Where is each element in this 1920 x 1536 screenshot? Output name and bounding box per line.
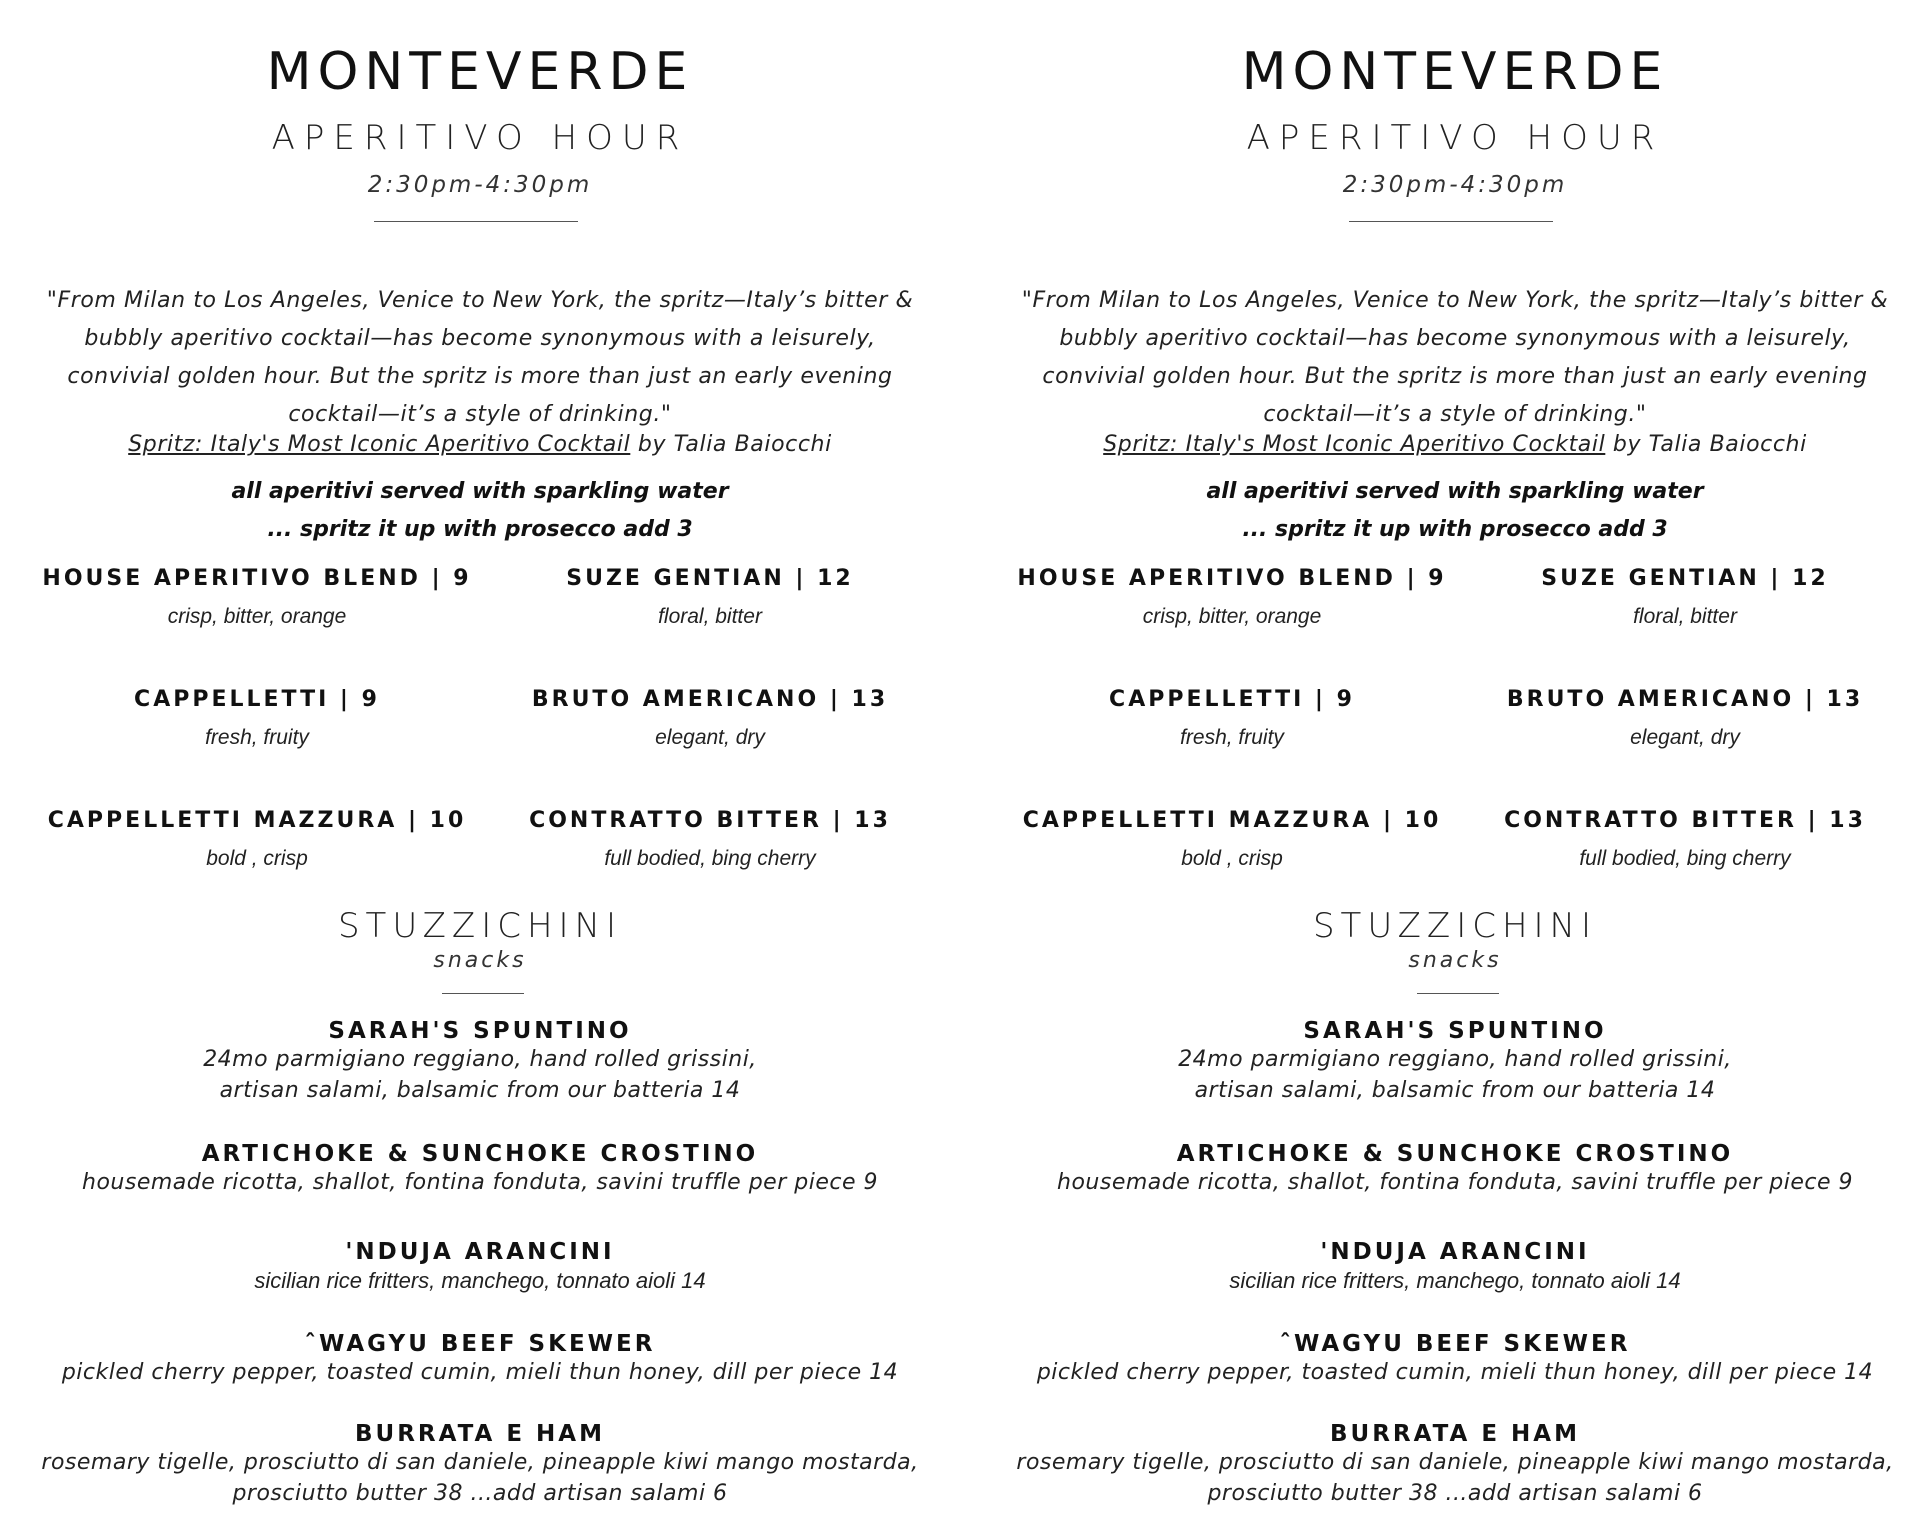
snack-name: BURRATA E HAM <box>1329 1421 1580 1447</box>
snack-description: artisan salami, balsamic from our batteria 14 <box>1194 1078 1716 1103</box>
section-title: STUZZICHINI <box>337 906 623 946</box>
service-note: all aperitivi served with sparkling water <box>231 479 729 504</box>
drink-item <box>37 566 477 629</box>
book-author: by Talia Baiocchi <box>637 432 832 457</box>
divider <box>442 993 524 994</box>
brand-title: MONTEVERDE <box>1241 42 1669 102</box>
snack-description: artisan salami, balsamic from our batteria 14 <box>219 1078 741 1103</box>
drink-description: crisp, bitter, orange <box>167 605 347 628</box>
drink-item <box>1012 808 1452 871</box>
snack-name: ARTICHOKE & SUNCHOKE CROSTINO <box>201 1141 759 1167</box>
snack-description: pickled cherry pepper, toasted cumin, mieli thun honey, dill per piece 14 <box>1036 1360 1874 1385</box>
book-title: Spritz: Italy's Most Iconic Aperitivo Cocktail <box>128 432 631 457</box>
snack-name: SARAH'S SPUNTINO <box>1303 1018 1607 1044</box>
drink-item <box>490 808 930 871</box>
drink-name: CAPPELLETTI | 9 <box>134 687 380 712</box>
service-note: all aperitivi served with sparkling water <box>1206 479 1704 504</box>
quote-text: "From Milan to Los Angeles, Venice to New York, the spritz—Italy’s bitter & bubbly aperitivo cocktail—has become synonymous with a leisurely, convivial golden hour. But the spritz is more than just an early evening cocktail—it’s a style of drinking." <box>46 288 914 427</box>
snack-description: prosciutto butter 38 ...add artisan salami 6 <box>1207 1481 1703 1506</box>
drink-description: full bodied, bing cherry <box>1579 847 1791 870</box>
drink-name: BRUTO AMERICANO | 13 <box>531 687 889 712</box>
drink-description: elegant, dry <box>655 726 765 749</box>
drink-item <box>1012 566 1452 629</box>
snack-item <box>20 1018 940 1106</box>
divider <box>1349 221 1553 222</box>
snack-description: rosemary tigelle, prosciutto di san daniele, pineapple kiwi mango mostarda, <box>1016 1450 1894 1475</box>
snack-item <box>995 1331 1915 1388</box>
snack-item <box>20 1421 940 1509</box>
menu-subtitle: APERITIVO HOUR <box>271 118 689 158</box>
snack-item <box>995 1239 1915 1296</box>
spritz-note: ... spritz it up with prosecco add 3 <box>267 517 693 542</box>
drink-name: SUZE GENTIAN | 12 <box>1541 566 1829 591</box>
quote-text: "From Milan to Los Angeles, Venice to New York, the spritz—Italy’s bitter & bubbly aperitivo cocktail—has become synonymous with a leisurely, convivial golden hour. But the spritz is more than just an early evening cocktail—it’s a style of drinking." <box>1021 288 1889 427</box>
quote-citation <box>40 432 920 457</box>
snack-name: 'NDUJA ARANCINI <box>1320 1239 1590 1265</box>
snack-item <box>20 1239 940 1296</box>
drink-name: CAPPELLETTI | 9 <box>1109 687 1355 712</box>
drink-name: SUZE GENTIAN | 12 <box>566 566 854 591</box>
menu-panel-right <box>975 0 1920 1536</box>
snack-item <box>20 1141 940 1198</box>
drink-description: bold , crisp <box>206 847 308 870</box>
drink-item <box>37 687 477 750</box>
drink-description: floral, bitter <box>658 605 762 628</box>
drink-description: fresh, fruity <box>1180 726 1284 749</box>
quote-citation <box>1015 432 1895 457</box>
drink-item <box>490 566 930 629</box>
book-title: Spritz: Italy's Most Iconic Aperitivo Cocktail <box>1103 432 1606 457</box>
snack-name: BURRATA E HAM <box>354 1421 605 1447</box>
drink-name: CAPPELLETTI MAZZURA | 10 <box>1022 808 1442 833</box>
drink-item <box>1465 566 1905 629</box>
divider <box>374 221 578 222</box>
spritz-note: ... spritz it up with prosecco add 3 <box>1242 517 1668 542</box>
snack-name: ˆWAGYU BEEF SKEWER <box>304 1331 656 1357</box>
drink-description: fresh, fruity <box>205 726 309 749</box>
snack-item <box>995 1018 1915 1106</box>
snack-name: ARTICHOKE & SUNCHOKE CROSTINO <box>1176 1141 1734 1167</box>
drink-description: floral, bitter <box>1633 605 1737 628</box>
drink-description: elegant, dry <box>1630 726 1740 749</box>
divider <box>1417 993 1499 994</box>
snack-description: rosemary tigelle, prosciutto di san daniele, pineapple kiwi mango mostarda, <box>41 1450 919 1475</box>
snack-item <box>995 1141 1915 1198</box>
service-hours: 2:30pm-4:30pm <box>367 172 593 198</box>
drink-description: crisp, bitter, orange <box>1142 605 1322 628</box>
drink-item <box>1465 808 1905 871</box>
drink-name: HOUSE APERITIVO BLEND | 9 <box>42 566 472 591</box>
snack-item <box>20 1331 940 1388</box>
menu-subtitle: APERITIVO HOUR <box>1246 118 1664 158</box>
drink-name: HOUSE APERITIVO BLEND | 9 <box>1017 566 1447 591</box>
snack-description: sicilian rice fritters, manchego, tonnato aioli 14 <box>1229 1268 1681 1293</box>
snack-description: housemade ricotta, shallot, fontina fonduta, savini truffle per piece 9 <box>1057 1170 1853 1195</box>
drink-description: full bodied, bing cherry <box>604 847 816 870</box>
snack-description: 24mo parmigiano reggiano, hand rolled grissini, <box>203 1047 757 1072</box>
drink-description: bold , crisp <box>1181 847 1283 870</box>
section-title: STUZZICHINI <box>1312 906 1598 946</box>
service-hours: 2:30pm-4:30pm <box>1342 172 1568 198</box>
drink-name: CAPPELLETTI MAZZURA | 10 <box>47 808 467 833</box>
drink-item <box>1012 687 1452 750</box>
drink-name: CONTRATTO BITTER | 13 <box>529 808 891 833</box>
brand-title: MONTEVERDE <box>266 42 694 102</box>
snack-name: SARAH'S SPUNTINO <box>328 1018 632 1044</box>
snack-description: 24mo parmigiano reggiano, hand rolled grissini, <box>1178 1047 1732 1072</box>
snack-description: housemade ricotta, shallot, fontina fonduta, savini truffle per piece 9 <box>82 1170 878 1195</box>
section-subtitle: snacks <box>1408 948 1502 973</box>
snack-description: sicilian rice fritters, manchego, tonnato aioli 14 <box>254 1268 706 1293</box>
drink-item <box>1465 687 1905 750</box>
snack-item <box>995 1421 1915 1509</box>
drink-item <box>490 687 930 750</box>
snack-description: pickled cherry pepper, toasted cumin, mieli thun honey, dill per piece 14 <box>61 1360 899 1385</box>
book-author: by Talia Baiocchi <box>1612 432 1807 457</box>
drink-name: BRUTO AMERICANO | 13 <box>1506 687 1864 712</box>
snack-name: ˆWAGYU BEEF SKEWER <box>1279 1331 1631 1357</box>
drink-name: CONTRATTO BITTER | 13 <box>1504 808 1866 833</box>
snack-description: prosciutto butter 38 ...add artisan salami 6 <box>232 1481 728 1506</box>
drink-item <box>37 808 477 871</box>
section-subtitle: snacks <box>433 948 527 973</box>
snack-name: 'NDUJA ARANCINI <box>345 1239 615 1265</box>
